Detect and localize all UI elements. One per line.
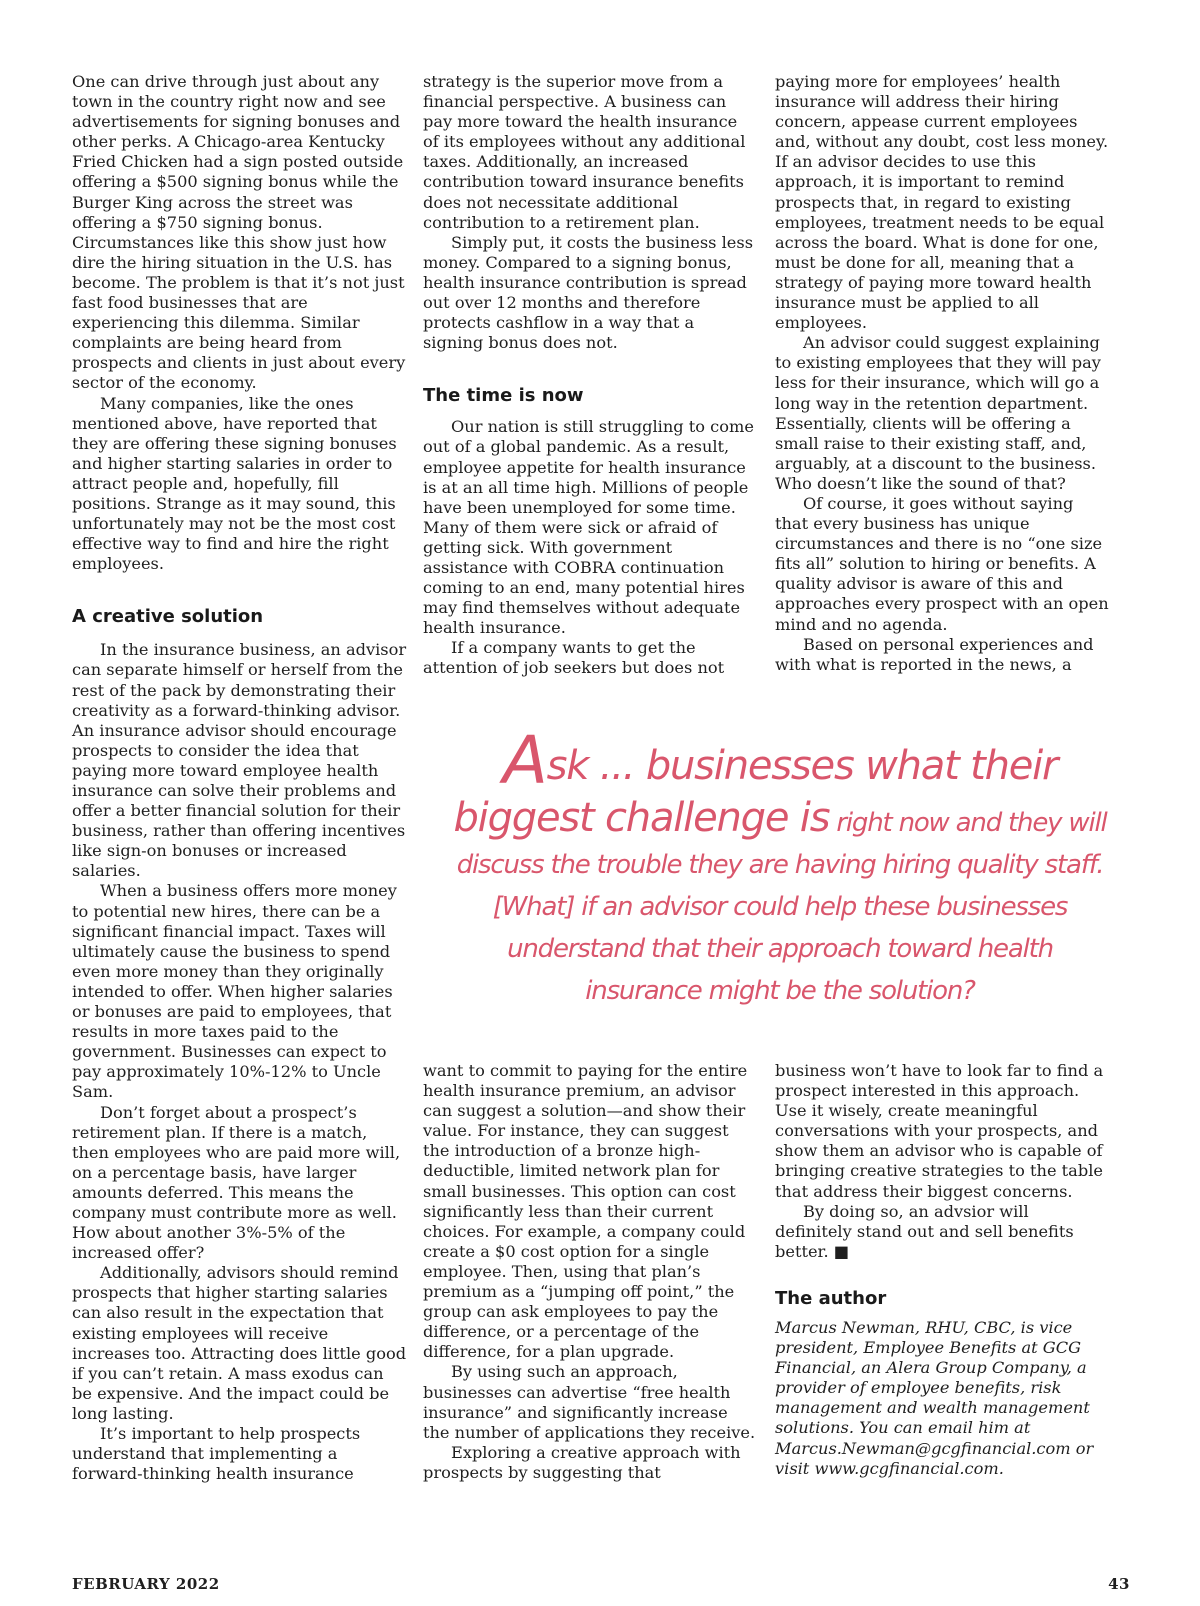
- body-paragraph: Simply put, it costs the business less money. Compared to a signing bonus, health insurance contribution is spread out over 12 months and therefore protects cashflow in a way that a signing bonus does not.: [423, 232, 753, 353]
- pull-quote: [395, 722, 1165, 1012]
- body-paragraph: In the insurance business, an advisor can separate himself or herself from the rest of the pack by demonstrating their creativity as a forward-thinking advisor. An insurance advisor should encourage prospects to consider the idea that paying more toward employee health insurance can solve their problems and offer a better financial solution for their business, rather than offering incentives like sign-on bonuses or increased salaries.: [72, 640, 407, 881]
- closing-text: By doing so, an advsior will definitely stand out and sell benefits better.: [775, 1201, 1074, 1261]
- body-paragraph: Of course, it goes without saying that every business has unique circumstances and there is no “one size fits all” solution to hiring or benefits. A quality advisor is aware of this and approaches every prospect with an open mind and no agenda.: [775, 493, 1109, 634]
- pull-quote-line-5: understand that their approach toward health: [507, 934, 1053, 964]
- pull-quote-line-3: discuss the trouble they are having hiring quality staff.: [456, 850, 1104, 880]
- column-1: [72, 72, 407, 1484]
- body-paragraph: business won’t have to look far to find a prospect interested in this approach. Use it wisely, create meaningful conversations with your prospects, and show them an advisor who is capable of bringing creative strategies to the table that address their biggest concerns.: [775, 1061, 1104, 1201]
- pull-quote-line-2: [395, 792, 1165, 844]
- section-heading-creative-solution: A creative solution: [72, 606, 264, 628]
- body-paragraph: Our nation is still struggling to come out of a global pandemic. As a result, employee appetite for health insurance is at an all time high. Millions of people have been unemployed for some time. Many of them were sick or afraid of getting sick. With government assistance with COBRA continuation coming to an end, many potential hires may find themselves without adequate health insurance.: [423, 417, 754, 638]
- body-paragraph: paying more for employees’ health insurance will address their hiring concern, appease current employees and, without any doubt, cost less money. If an advisor decides to use this approach, it is important to remind prospects that, in regard to existing employees, treatment needs to be equal across the board. What is done for one, must be done for all, meaning that a strategy of paying more toward health insurance must be applied to all employees.: [775, 72, 1109, 333]
- pull-quote-line-6: insurance might be the solution?: [585, 976, 975, 1006]
- section-heading-time-is-now: The time is now: [423, 385, 584, 407]
- column-2-top: [423, 72, 758, 679]
- author-bio: Marcus Newman, RHU, CBC, is vice president, Employee Benefits at GCG Financial, an Alera Group Company, a provider of employee benefits, risk management and wealth management solutions. You can email him at Marcus.Newman@gcgfinancial.com or visit www.gcgfinancial.com.: [775, 1317, 1094, 1478]
- end-mark-icon: ■: [833, 1241, 850, 1261]
- pull-quote-line-1: [395, 722, 1165, 799]
- pull-quote-text: right now and they will: [829, 808, 1107, 838]
- body-paragraph: By using such an approach, businesses can advertise “free health insurance” and significantly increase the number of applications they receive.: [423, 1362, 756, 1442]
- body-paragraph: If a company wants to get the attention of job seekers but does not: [423, 638, 725, 678]
- body-paragraph: One can drive through just about any town in the country right now and see advertisements for signing bonuses and other perks. A Chicago-area Kentucky Fried Chicken had a sign posted outside offering a $500 signing bonus while the Burger King across the street was offering a $750 signing bonus. Circumstances like this show just how dire the hiring situation in the U.S. has become. The problem is that it’s not just fast food businesses that are experiencing this dilemma. Similar complaints are being heard from prospects and clients in just about every sector of the economy.: [72, 72, 406, 393]
- body-paragraph: Exploring a creative approach with prospects by suggesting that: [423, 1442, 741, 1482]
- body-paragraph: Don’t forget about a prospect’s retirement plan. If there is a match, then employees who are paid more will, on a percentage basis, have larger amounts deferred. This means the company must contribute more as well. How about another 3%-5% of the increased offer?: [72, 1102, 401, 1263]
- body-paragraph: Based on personal experiences and with what is reported in the news, a: [775, 634, 1094, 674]
- body-paragraph: An advisor could suggest explaining to existing employees that they will pay less for their insurance, which will go a long way in the retention department. Essentially, clients will be offering a small raise to their existing staff, and, arguably, at a discount to the business. Who doesn’t like the sound of that?: [775, 333, 1101, 493]
- body-paragraph: Additionally, advisors should remind prospects that higher starting salaries can also result in the expectation that existing employees will receive increases too. Attracting does little good if you can’t retain. A mass exodus can be expensive. And the impact could be long lasting.: [72, 1263, 407, 1423]
- column-3-top: [775, 72, 1110, 675]
- body-paragraph: It’s important to help prospects understand that implementing a forward-thinking health insurance: [72, 1424, 361, 1484]
- body-paragraph: Many companies, like the ones mentioned above, have reported that they are offering these signing bonuses and higher starting salaries in order to attract people and, hopefully, fill positions. Strange as it may sound, this unfortunately may not be the most cost effective way to find and hire the right employees.: [72, 393, 397, 574]
- body-paragraph: want to commit to paying for the entire health insurance premium, an advisor can suggest a solution—and show their value. For instance, they can suggest the introduction of a bronze high-deductible, limited network plan for small businesses. This option can cost significantly less than their current choices. For example, a company could create a $0 cost option for a single employee. Then, using that plan’s premium as a “jumping off point,” the group can ask employees to pay the difference, or a percentage of the difference, for a plan upgrade.: [423, 1061, 748, 1362]
- author-heading: The author: [775, 1287, 887, 1309]
- column-3-bottom: [775, 1061, 1110, 1479]
- body-paragraph: strategy is the superior move from a financial perspective. A business can pay more toward the health insurance of its employees without any additional taxes. Additionally, an increased contribution toward insurance benefits does not necessitate additional contribution to a retirement plan.: [423, 72, 746, 232]
- footer-page-number: 43: [1108, 1575, 1130, 1593]
- body-paragraph: When a business offers more money to potential new hires, there can be a significant financial impact. Taxes will ultimately cause the business to spend even more money than they originally intended to offer. When higher salaries or bonuses are paid to employees, that results in more taxes paid to the government. Businesses can expect to pay approximately 10%-12% to Uncle Sam.: [72, 881, 397, 1102]
- body-paragraph: [775, 1202, 1110, 1262]
- pull-quote-text: sk ... businesses what their: [546, 743, 1058, 789]
- pull-quote-text: biggest challenge is: [453, 795, 830, 841]
- column-2-bottom: [423, 1061, 758, 1483]
- footer-issue-date: FEBRUARY 2022: [72, 1575, 220, 1593]
- pull-quote-initial: A: [502, 722, 547, 799]
- pull-quote-line-4: [What] if an advisor could help these businesses: [492, 892, 1068, 922]
